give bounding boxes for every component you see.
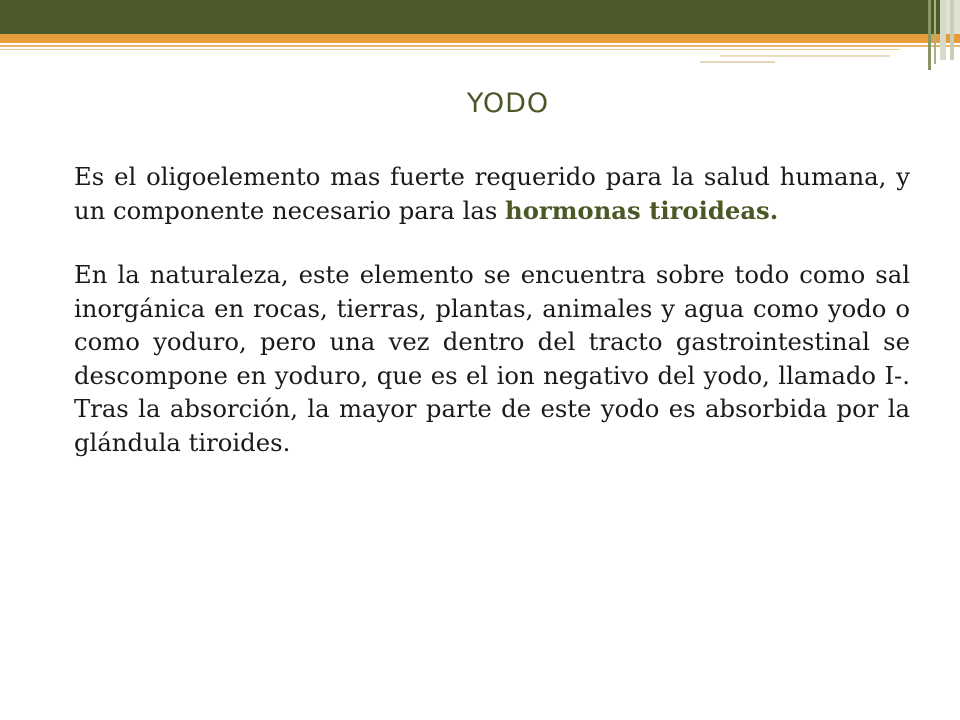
- header-line: [0, 45, 960, 47]
- vertical-stripe: [940, 0, 946, 60]
- vertical-stripe: [934, 0, 936, 64]
- header-line-thin: [0, 49, 900, 50]
- paragraph-intro-text: Es el oligoelemento mas fuerte requerido para la salud humana, y un componente necesario para las: [74, 162, 910, 225]
- vertical-stripe: [950, 0, 954, 60]
- highlight-text: hormonas tiroideas.: [505, 195, 779, 225]
- slide-title: YODO: [466, 88, 550, 119]
- header-band-orange: [0, 34, 960, 43]
- paragraph-details: En la naturaleza, este elemento se encuentra sobre todo como sal inorgánica en rocas, tierras, plantas, animales y agua como yodo o como yoduro, pero una vez dentro del tracto gastrointestinal se descompone en yoduro, que es el ion negativo del yodo, llamado I-. Tras la absorción, la mayor parte de este yodo es absorbida por la glándula tiroides.: [74, 260, 910, 457]
- slide-body: [74, 160, 910, 459]
- decor-line: [700, 61, 775, 63]
- paragraph-intro: [74, 160, 910, 227]
- header-band-dark: [0, 0, 960, 34]
- decor-line: [720, 55, 890, 57]
- vertical-stripe: [928, 0, 931, 70]
